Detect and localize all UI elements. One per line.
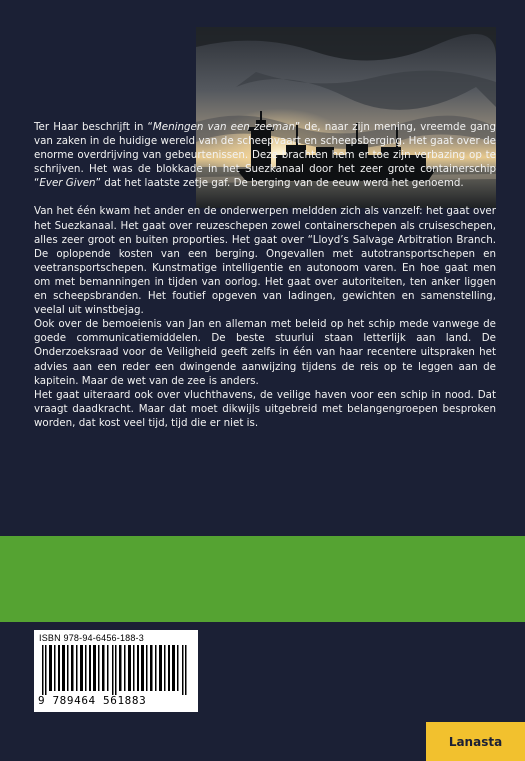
back-cover-blurb xyxy=(34,120,496,430)
paragraph-refuge-ports: Het gaat uiteraard ook over vluchthavens, de veilige haven voor een schip in nood. Dat vraagt daadkracht. Maar dat moet dikwijls uitgebreid met belangengroepen besproken worden, dat kost veel tijd, tijd die er niet is. xyxy=(34,388,496,429)
intro-text-after-ship: ” dat het laatste zetje gaf. De berging van de eeuw werd het genoemd. xyxy=(95,177,464,190)
publisher-name: Lanasta xyxy=(448,734,503,749)
paragraph-topics: Van het één kwam het ander en de onderwerpen meldden zich als vanzelf: het gaat over het Suezkanaal. Het gaat over reuzeschepen zowel containerschepen als cruiseschepen, alles zeer groot en buiten proporties. Het gaat over “Lloyd’s Salvage Arbitration Branch. De oplopende kosten van een berging. Ongevallen met autotransportschepen en veetransportschepen. Kunstmatige intelligentie en autonoom varen. En hoe gaat men om met bemanningen in tijden van oorlog. Het gaat over autoriteiten, ten anker liggen en scheepsbranden. Het foutief opgeven van ladingen, gewichten en samenstelling, veelal uit winstbejag. xyxy=(34,205,496,317)
intro-text-after-title: ” de, naar zijn mening, vreemde gang van zaken in de huidige wereld van de scheepvaart en scheepsberging. Het gaat over de enorme overdrijving van gebeurtenissen. Deze brachten hem er toe zijn verbazing op te schrijven. Het was de blokkade in het Suezkanaal door het zeer grote containerschip “ xyxy=(34,121,496,190)
isbn-label: ISBN 978-94-6456-188-3 xyxy=(39,633,144,643)
book-title: Meningen van een zeeman xyxy=(152,121,295,133)
barcode-digits: 9 789464 561883 xyxy=(38,694,147,707)
paragraph-gap xyxy=(34,190,496,204)
paragraph-interference: Ook over de bemoeienis van Jan en alleman met beleid op het schip mede vanwege de goede communicatiemiddelen. De beste stuurlui staan letterlijk aan land. De Onderzoeksraad voor de Veiligheid geeft zelfs in één van haar recentere uitspraken het advies aan een reder een dwingende aanwijzing tijdens de reis op te leggen aan de kapitein. Maar de wet van de zee is anders. xyxy=(34,318,496,387)
ship-name: Ever Given xyxy=(39,177,96,190)
intro-paragraph xyxy=(34,120,496,190)
barcode-icon xyxy=(40,645,192,695)
intro-text-before-title: Ter Haar beschrijft in “ xyxy=(34,121,153,133)
publisher-logo xyxy=(426,722,525,761)
green-band xyxy=(0,536,525,622)
isbn-barcode-box xyxy=(34,630,198,712)
